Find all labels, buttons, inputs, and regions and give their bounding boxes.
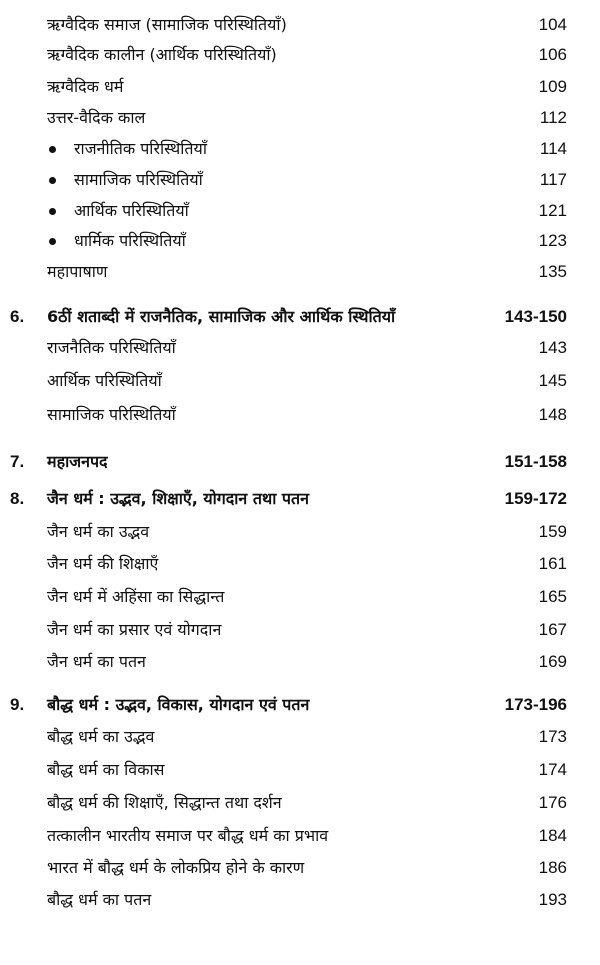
entry-title: महापाषाण: [47, 262, 108, 281]
toc-chapter-heading: [0, 484, 600, 514]
entry-title: उत्तर-वैदिक काल: [47, 108, 146, 127]
entry-title: आर्थिक परिस्थितियाँ: [74, 201, 189, 220]
toc-entry: [0, 366, 600, 396]
entry-title: तत्कालीन भारतीय समाज पर बौद्ध धर्म का प्रभाव: [47, 826, 329, 845]
page-number: 135: [538, 262, 567, 281]
entry-title: जैन धर्म का प्रसार एवं योगदान: [47, 620, 222, 639]
page-number: 173: [538, 727, 567, 746]
page-number: 184: [538, 826, 567, 845]
page-number: 174: [538, 760, 567, 779]
entry-title: ऋग्वैदिक समाज (सामाजिक परिस्थितियाँ): [47, 15, 287, 34]
toc-entry: [0, 226, 600, 256]
page-number: 104: [538, 15, 567, 34]
toc-entry: [0, 549, 600, 579]
toc-entry: [0, 821, 600, 851]
entry-title: आर्थिक परिस्थितियाँ: [47, 371, 162, 390]
toc-entry: [0, 755, 600, 785]
page-range: 151-158: [504, 452, 567, 471]
chapter-title: 6ठीं शताब्दी में राजनैतिक, सामाजिक और आर्थिक स्थितियाँ: [47, 307, 396, 326]
page-number: 169: [538, 652, 567, 671]
entry-title: जैन धर्म में अहिंसा का सिद्धान्त: [47, 587, 225, 606]
entry-title: सामाजिक परिस्थितियाँ: [47, 405, 176, 424]
chapter-title: जैन धर्म : उद्भव, शिक्षाएँ, योगदान तथा पतन: [47, 489, 310, 508]
entry-title: राजनीतिक परिस्थितियाँ: [74, 139, 207, 158]
entry-title: ऋग्वैदिक धर्म: [47, 77, 124, 96]
page-number: 186: [538, 858, 567, 877]
chapter-title: बौद्ध धर्म : उद्भव, विकास, योगदान एवं पतन: [47, 695, 310, 714]
page-number: 106: [538, 45, 567, 64]
toc-entry: [0, 788, 600, 818]
chapter-number: 8.: [10, 489, 25, 508]
toc-entry: [0, 885, 600, 915]
toc-entry: [0, 400, 600, 430]
page-number: 123: [538, 231, 567, 250]
page-range: 173-196: [504, 695, 567, 714]
toc-entry: [0, 333, 600, 363]
page-number: 167: [538, 620, 567, 639]
entry-title: जैन धर्म का उद्भव: [47, 522, 150, 541]
page-range: 143-150: [504, 307, 567, 326]
entry-title: भारत में बौद्ध धर्म के लोकप्रिय होने के कारण: [47, 858, 305, 877]
page-number: 117: [539, 170, 567, 189]
toc-entry: [0, 647, 600, 677]
entry-title: बौद्ध धर्म का पतन: [47, 890, 152, 909]
page-number: 159: [538, 522, 567, 541]
toc-entry: [0, 40, 600, 70]
entry-title: ऋग्वैदिक कालीन (आर्थिक परिस्थितियाँ): [47, 45, 277, 64]
entry-title: जैन धर्म का पतन: [47, 652, 146, 671]
bullet-icon: [49, 238, 56, 245]
page-range: 159-172: [504, 489, 567, 508]
toc-entry: [0, 853, 600, 883]
entry-title: राजनैतिक परिस्थितियाँ: [47, 338, 176, 357]
toc-entry: [0, 103, 600, 133]
chapter-title: महाजनपद: [47, 452, 108, 471]
entry-title: सामाजिक परिस्थितियाँ: [74, 170, 203, 189]
page-number: 143: [538, 338, 567, 357]
bullet-icon: [49, 146, 56, 153]
toc-entry: [0, 257, 600, 287]
toc-entry: [0, 10, 600, 40]
toc-chapter-heading: [0, 690, 600, 720]
toc-chapter-heading: [0, 447, 600, 477]
page-number: 112: [539, 108, 567, 127]
toc-entry: [0, 517, 600, 547]
entry-title: बौद्ध धर्म की शिक्षाएँ, सिद्धान्त तथा दर्शन: [47, 793, 282, 812]
bullet-icon: [49, 177, 56, 184]
bullet-icon: [49, 208, 56, 215]
page-number: 165: [538, 587, 567, 606]
toc-entry: [0, 134, 600, 164]
entry-title: बौद्ध धर्म का उद्भव: [47, 727, 155, 746]
page-number: 109: [538, 77, 567, 96]
toc-entry: [0, 165, 600, 195]
toc-entry: [0, 196, 600, 226]
toc-entry: [0, 615, 600, 645]
chapter-number: 7.: [10, 452, 25, 471]
page-number: 145: [538, 371, 567, 390]
toc-chapter-heading: [0, 302, 600, 332]
page-number: 161: [538, 554, 567, 573]
chapter-number: 6.: [10, 307, 25, 326]
page-number: 176: [538, 793, 567, 812]
entry-title: बौद्ध धर्म का विकास: [47, 760, 165, 779]
entry-title: जैन धर्म की शिक्षाएँ: [47, 554, 159, 573]
page-number: 148: [538, 405, 567, 424]
page-number: 121: [538, 201, 567, 220]
toc-entry: [0, 582, 600, 612]
page-number: 193: [538, 890, 567, 909]
chapter-number: 9.: [10, 695, 25, 714]
toc-entry: [0, 722, 600, 752]
toc-entry: [0, 72, 600, 102]
entry-title: धार्मिक परिस्थितियाँ: [74, 231, 186, 250]
page-number: 114: [539, 139, 567, 158]
